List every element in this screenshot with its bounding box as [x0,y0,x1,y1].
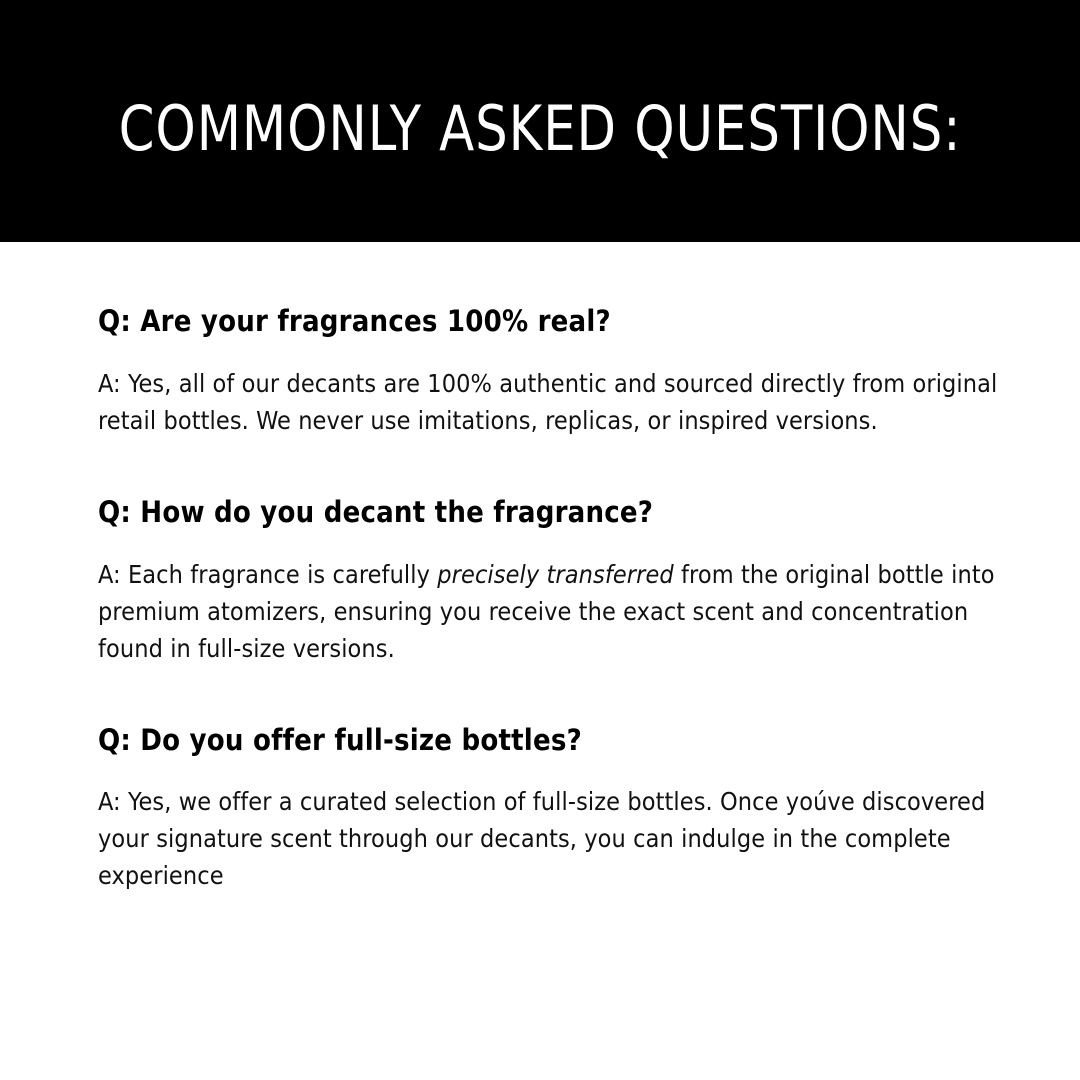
faq-answer [98,556,1008,667]
faq-item [98,495,1008,667]
faq-answer-text: A: Yes, we offer a curated selection of full-size bottles. Once yoúve discovered your signature scent through our decants, you can indulge in the complete experience [98,787,986,891]
page-title: COMMONLY ASKED QUESTIONS: [118,92,962,165]
faq-answer [98,783,1008,894]
faq-answer-emphasis: precisely transferred [437,559,674,589]
faq-answer-text: A: Each fragrance is carefully [98,559,438,589]
faq-item [98,723,1008,895]
faq-question: Q: Are your fragrances 100% real? [98,304,611,338]
faq-answer-text: A: Yes, all of our decants are 100% authentic and sourced directly from original retail bottles. We never use imitations, replicas, or inspired versions. [98,368,998,435]
faq-list [0,242,1080,894]
faq-question: Q: How do you decant the fragrance? [98,494,654,529]
faq-answer [98,365,1008,439]
faq-item [98,304,1008,439]
header-band [0,0,1080,242]
faq-question: Q: Do you offer full-size bottles? [98,722,582,757]
faq-answer-text-tail: from the original bottle into premium atomizers, ensuring you receive the exact scent and concentration found in full-size versions. [98,559,995,663]
